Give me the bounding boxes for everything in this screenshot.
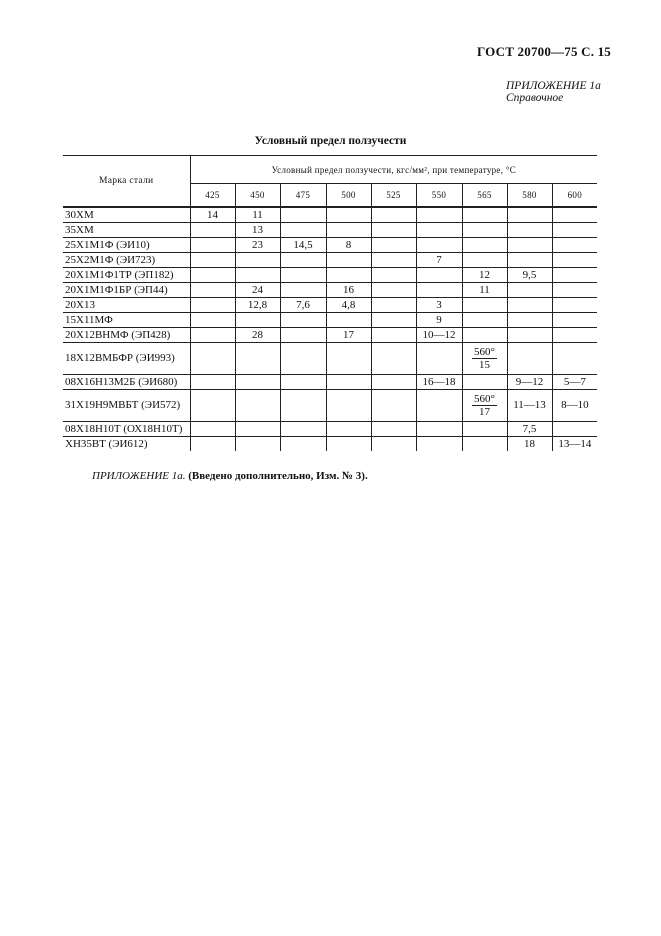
value-cell [371, 374, 416, 389]
value-cell: 12 [462, 267, 507, 282]
temperature-header: 425 [190, 184, 235, 208]
fraction-value: 17 [479, 405, 490, 418]
value-cell [235, 374, 280, 389]
value-cell [371, 297, 416, 312]
value-cell: 28 [235, 327, 280, 342]
value-cell [416, 436, 462, 451]
steel-grade-cell: 31Х19Н9МВБТ (ЭИ572) [63, 389, 190, 421]
table-row [63, 267, 597, 282]
appendix-kind: Справочное [506, 92, 564, 104]
value-cell: 18 [507, 436, 552, 451]
temperature-header: 550 [416, 184, 462, 208]
value-cell [507, 252, 552, 267]
value-cell [462, 389, 507, 421]
value-cell [552, 207, 597, 222]
value-cell [235, 436, 280, 451]
value-cell [416, 342, 462, 374]
value-cell [371, 436, 416, 451]
value-cell: 7,6 [280, 297, 326, 312]
value-cell [280, 342, 326, 374]
value-cell [371, 282, 416, 297]
value-cell [190, 297, 235, 312]
value-cell: 14 [190, 207, 235, 222]
temperature-header: 475 [280, 184, 326, 208]
value-cell: 11 [235, 207, 280, 222]
value-cell [462, 374, 507, 389]
value-cell [371, 342, 416, 374]
value-cell [416, 267, 462, 282]
temperature-header: 565 [462, 184, 507, 208]
value-cell [371, 207, 416, 222]
steel-grade-cell: 25Х2М1Ф (ЭИ723) [63, 252, 190, 267]
value-cell [235, 252, 280, 267]
value-cell [190, 222, 235, 237]
value-cell [235, 342, 280, 374]
table-row [63, 327, 597, 342]
value-cell: 4,8 [326, 297, 371, 312]
value-cell [190, 342, 235, 374]
value-cell [235, 389, 280, 421]
value-cell [371, 327, 416, 342]
value-cell [552, 312, 597, 327]
value-cell [235, 312, 280, 327]
creep-limit-table [63, 155, 597, 451]
value-cell: 11—13 [507, 389, 552, 421]
value-cell: 16—18 [416, 374, 462, 389]
steel-grade-cell: 15Х11МФ [63, 312, 190, 327]
temperature-header: 500 [326, 184, 371, 208]
value-cell [462, 421, 507, 436]
value-cell [235, 421, 280, 436]
value-cell [280, 282, 326, 297]
value-cell [326, 252, 371, 267]
value-cell [462, 297, 507, 312]
value-cell [280, 389, 326, 421]
value-cell: 8—10 [552, 389, 597, 421]
value-cell [190, 312, 235, 327]
table-row [63, 436, 597, 451]
value-cell [280, 327, 326, 342]
table-row [63, 297, 597, 312]
footnote-text: (Введено дополнительно, Изм. № 3). [188, 470, 368, 482]
value-cell [190, 421, 235, 436]
value-cell: 9—12 [507, 374, 552, 389]
table-row [63, 207, 597, 222]
value-cell [190, 267, 235, 282]
value-cell [326, 342, 371, 374]
table-title: Условный предел ползучести [254, 135, 407, 147]
span-column-header: Условный предел ползучести, кгс/мм², при температуре, °С [190, 156, 597, 184]
value-cell [552, 282, 597, 297]
value-cell [462, 237, 507, 252]
value-cell [462, 207, 507, 222]
value-cell [416, 222, 462, 237]
value-cell [552, 222, 597, 237]
temperature-header: 450 [235, 184, 280, 208]
value-cell [416, 237, 462, 252]
value-cell [462, 252, 507, 267]
table-row [63, 222, 597, 237]
value-cell [280, 374, 326, 389]
value-cell [280, 222, 326, 237]
table-row [63, 342, 597, 374]
value-cell [552, 297, 597, 312]
steel-grade-cell: 25Х1М1Ф (ЭИ10) [63, 237, 190, 252]
value-cell: 9 [416, 312, 462, 327]
value-cell [507, 312, 552, 327]
value-cell [280, 421, 326, 436]
footnote [92, 470, 368, 482]
value-cell: 3 [416, 297, 462, 312]
steel-grade-cell: 20Х13 [63, 297, 190, 312]
value-cell [507, 297, 552, 312]
value-cell [326, 267, 371, 282]
value-cell [190, 374, 235, 389]
table-row [63, 374, 597, 389]
table-row [63, 389, 597, 421]
steel-grade-cell: 35ХМ [63, 222, 190, 237]
value-cell [326, 207, 371, 222]
value-cell [190, 282, 235, 297]
page-header: ГОСТ 20700—75 С. 15 [477, 44, 611, 59]
value-cell [507, 327, 552, 342]
value-cell [326, 421, 371, 436]
value-cell [416, 421, 462, 436]
value-cell [280, 436, 326, 451]
steel-grade-cell: 20Х1М1Ф1БР (ЭП44) [63, 282, 190, 297]
value-cell [280, 252, 326, 267]
value-cell [507, 342, 552, 374]
value-cell [552, 421, 597, 436]
value-cell [507, 207, 552, 222]
value-cell: 7,5 [507, 421, 552, 436]
steel-grade-cell: 20Х1М1Ф1ТР (ЭП182) [63, 267, 190, 282]
value-cell [416, 282, 462, 297]
steel-grade-cell: 18Х12ВМБФР (ЭИ993) [63, 342, 190, 374]
value-cell [326, 222, 371, 237]
value-cell: 13—14 [552, 436, 597, 451]
value-cell [462, 222, 507, 237]
value-cell [462, 327, 507, 342]
fraction-temperature: 560° [474, 345, 495, 358]
value-cell [371, 389, 416, 421]
value-cell [507, 237, 552, 252]
value-cell [190, 436, 235, 451]
value-cell [416, 207, 462, 222]
value-cell [552, 267, 597, 282]
value-cell: 8 [326, 237, 371, 252]
appendix-label-block [506, 80, 601, 104]
value-cell [371, 222, 416, 237]
value-cell [280, 207, 326, 222]
value-cell [326, 436, 371, 451]
value-cell [190, 389, 235, 421]
appendix-label: ПРИЛОЖЕНИЕ 1а [506, 80, 601, 92]
value-cell [235, 267, 280, 282]
temperature-fraction [472, 346, 497, 371]
value-cell [280, 312, 326, 327]
value-cell [326, 312, 371, 327]
fraction-value: 15 [479, 358, 490, 371]
value-cell [326, 374, 371, 389]
table-row [63, 312, 597, 327]
table-body [63, 207, 597, 451]
steel-grade-cell: 20Х12ВНМФ (ЭП428) [63, 327, 190, 342]
value-cell [552, 237, 597, 252]
value-cell: 10—12 [416, 327, 462, 342]
fraction-temperature: 560° [474, 392, 495, 405]
value-cell: 13 [235, 222, 280, 237]
value-cell: 14,5 [280, 237, 326, 252]
table-row [63, 421, 597, 436]
footnote-label: ПРИЛОЖЕНИЕ 1а. [92, 470, 186, 482]
value-cell: 24 [235, 282, 280, 297]
value-cell [462, 436, 507, 451]
table-row [63, 282, 597, 297]
value-cell: 17 [326, 327, 371, 342]
temperature-header: 600 [552, 184, 597, 208]
table-row [63, 237, 597, 252]
value-cell [280, 267, 326, 282]
value-cell [371, 312, 416, 327]
value-cell [552, 327, 597, 342]
value-cell: 9,5 [507, 267, 552, 282]
value-cell [552, 252, 597, 267]
value-cell [507, 222, 552, 237]
value-cell [190, 237, 235, 252]
steel-grade-cell: 08Х16Н13М2Б (ЭИ680) [63, 374, 190, 389]
steel-grade-cell: 08Х18Н10Т (ОХ18Н10Т) [63, 421, 190, 436]
table-row [63, 252, 597, 267]
temperature-header: 525 [371, 184, 416, 208]
value-cell [371, 252, 416, 267]
value-cell [190, 327, 235, 342]
value-cell: 16 [326, 282, 371, 297]
value-cell [462, 312, 507, 327]
value-cell [462, 342, 507, 374]
grade-column-header: Марка стали [63, 156, 190, 208]
temperature-header: 580 [507, 184, 552, 208]
value-cell [371, 267, 416, 282]
steel-grade-cell: ХН35ВТ (ЭИ612) [63, 436, 190, 451]
value-cell [507, 282, 552, 297]
value-cell: 7 [416, 252, 462, 267]
value-cell [371, 237, 416, 252]
value-cell: 11 [462, 282, 507, 297]
value-cell: 5—7 [552, 374, 597, 389]
temperature-fraction [472, 393, 497, 418]
value-cell: 12,8 [235, 297, 280, 312]
value-cell [371, 421, 416, 436]
value-cell: 23 [235, 237, 280, 252]
steel-grade-cell: 30ХМ [63, 207, 190, 222]
value-cell [190, 252, 235, 267]
value-cell [552, 342, 597, 374]
value-cell [416, 389, 462, 421]
value-cell [326, 389, 371, 421]
